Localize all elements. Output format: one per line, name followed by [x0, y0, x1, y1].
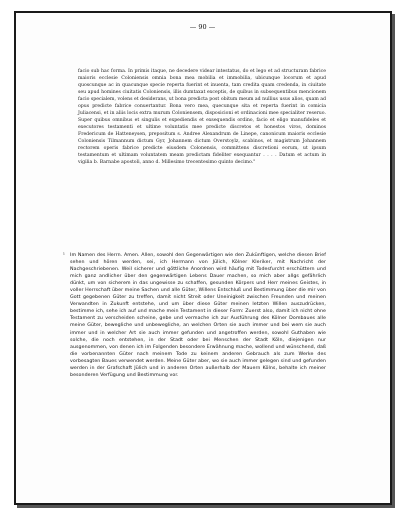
latin-text-block — [78, 68, 326, 166]
german-text-block — [63, 252, 326, 379]
page-number: — 90 — — [189, 23, 216, 31]
footnote-marker: ¹ — [63, 253, 65, 258]
german-paragraph: Im Namen des Herrn. Amen. Allen, sowohl den Gegenwärtigen wie den Zukünftigen, welche diesen Brief sehen und hören werden, sei, ich Hermann von Jülich, Kölner Kleriker, mit Nachricht der Nachgeschriebenen. Weil sicherer und göttliche Anordnen wird häufig mit Todesfurcht erschüttern und mich ganz andlicher über den gegenwärtigen Lebens Dauer machen, so mich aber allgs gefährlich dünkt, um von sicherem in das ungewisse zu schaffen, gesunden Körpers und Herr meines Geistes, in voller Herrschaft über meine Sachen und alle Güter, Willens Entschluß und Bestimmung über die mir von Gott gegebenen Güter zu treffen, damit nicht Streit oder Uneinigkeit zwischen Freunden und meinen Verwandten in Zukunft entstehe, und um über diese Güter meinen letzten Willen auszudrücken, bestimme ich, sehe ich auf und mache mein Testament in dieser Form: Zuerst also, damit ich nicht ohne Testament zu verscheiden scheine, gebe und vermache ich zur Ausführung des Kölner Dombaues alle meine Güter, bewegliche und unbewegliche, an welchen Orten sie auch immer und bei wem sie auch immer und in welcher Art sie auch immer gefunden und angetroffen werden, sowohl Guthaben wie solche, die noch entstehen, in der Stadt oder bei Menschen der Stadt Köln, diejenigen nur ausgenommen, von denen ich im Folgenden besondere Erwähnung mache, wollend und wünschend, daß die vorbenannten Güter nach meinem Tode zu keinem anderen Gebrauch als zum Werke des vorbesagten Baues verwendet werden. Meine Güter aber, wo sie auch immer gelegen sind und gefunden werden in der Grafschaft Jülich und in anderen Orten außerhalb der Mauern Kölns, behalte ich meiner besonderen Verfügung und Bestimmung vor. — [70, 253, 326, 378]
latin-paragraph: facio sub hac forma. In primis itaque, ne decedere videar intestatus, do et lego et ad structuram fabrice maioris ecclesie Coloniensis omnia bona mea mobilia et immobilia, ubicunque locorum et apud quoscunque ac in quacunque specie reperta fuerint et inuenta, tam credita quam credenda, in ciuitate seu apud homines ciuitatis Coloniensis, illis dumtaxat exceptis, de quibus in subsequentibus mencionem facio specialem, volens et desiderans, ut bona predicta post obitum meum ad nullius usus alios, quam ad opus predicte fabrice conuertantur. Bona vero mea, quecunque sita et reperta fuerint in comicia Juliacensi, et in aliis locis extra murum Coloniensem, disposicioni et ordinacioni mee specialiter reseruo. Super quibus omnibus et singulis et expediendis et exsequendis ordino, facio et eligo manufideles et executores testamenti et ultime voluntatis mee predicte discretos et honestos viros, dominos Fredericum de Hatteneysen, prepositum s. Andree Alexandrum de Linepe, canonicum maioris ecclesie Coloniensis Tilmannum dictum Gyr, Johannem dictum Overstoylz, scabinos, et magistrum Johannem rectorem operis fabrice predicte eiusdem Colonensis, committens discretioni eorum, ut ipsum testamentum et ultimam voluntatem meam predictam fideliter exequantur . . . . Datum et actum in vigilia b. Barnabe apostoli, anno d. Millesimo trecentesimo quinto decimo." — [78, 69, 326, 165]
